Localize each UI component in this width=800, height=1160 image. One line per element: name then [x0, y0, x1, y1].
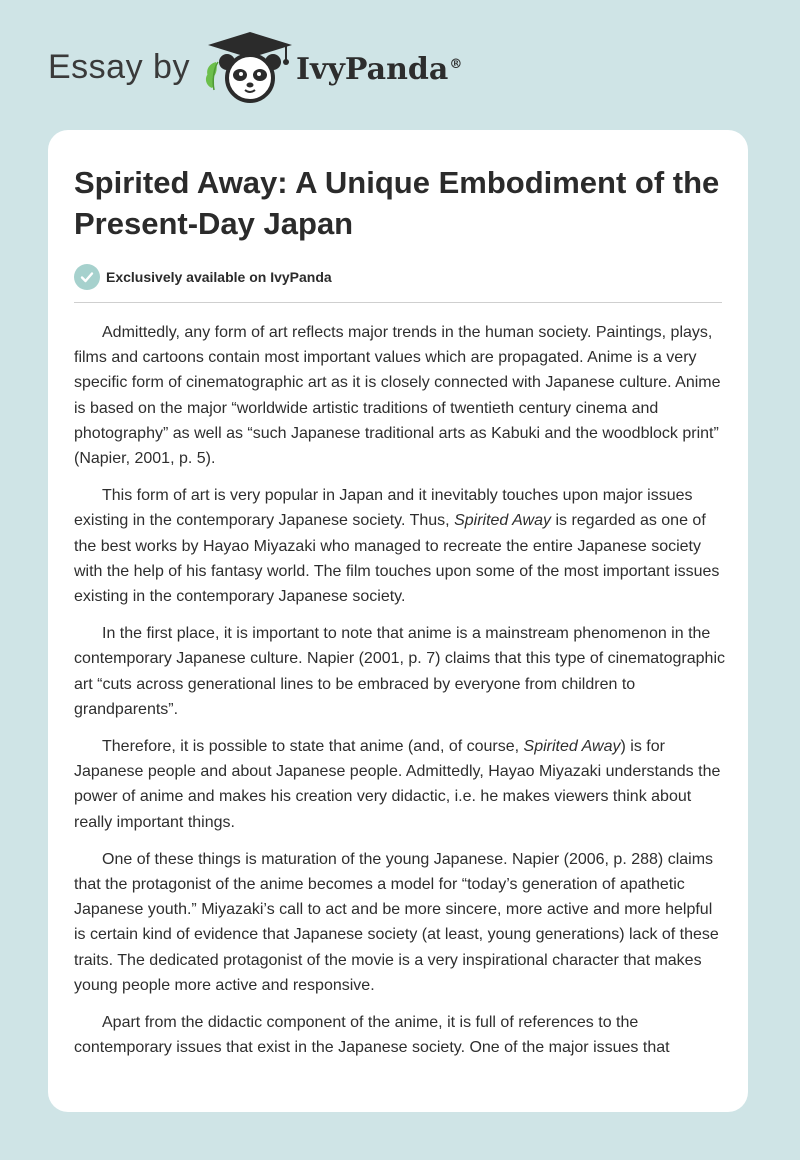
paragraph-text: This form of art is very popular in Japan and it inevitably touches upon major issues existing in the contemporary Japanese society. Thus,: [74, 487, 693, 530]
essay-body: [74, 320, 726, 1072]
brand-name[interactable]: [296, 52, 462, 87]
brand-name-text: IvyPanda: [296, 52, 449, 87]
checkmark-icon: [74, 264, 100, 290]
paragraph-text: ) is for Japanese people and about Japanese people. Admittedly, Hayao Miyazaki understands the power of anime and makes his creation very didactic, i.e. he makes viewers think about really important things.: [74, 738, 721, 831]
exclusive-badge-text: Exclusively available on IvyPanda: [106, 269, 332, 285]
site-header: [0, 0, 800, 130]
paragraph: Admittedly, any form of art reflects major trends in the human society. Paintings, plays, films and cartoons contain most important values which are propagated. Anime is a very specific form of cinematographic art as it is closely connected with Japanese culture. Anime is based on the major “worldwide artistic traditions of twentieth century cinema and photography” as well as “such Japanese traditional arts as Kabuki and the woodblock print” (Napier, 2001, p. 5).: [74, 324, 721, 468]
paragraph-text: is regarded as one of the best works by Hayao Miyazaki who managed to recreate the entire Japanese society with the help of his fantasy world. The film touches upon some of the most important issues existing in the contemporary Japanese society.: [74, 512, 720, 606]
paragraph: One of these things is maturation of the young Japanese. Napier (2006, p. 288) claims that the protagonist of the anime becomes a model for “today’s generation of apathetic Japanese youth.” Miyazaki’s call to act and be more sincere, more active and more helpful is certain kind of evidence that Japanese society (at least, young generations) lack of these traits. The dedicated protagonist of the movie is a very inspirational character that makes young people more active and responsive.: [74, 850, 719, 994]
essay-by-label: Essay by: [48, 48, 190, 86]
registered-mark: ®: [449, 57, 463, 72]
paragraph: [74, 483, 726, 609]
paragraph: In the first place, it is important to note that anime is a mainstream phenomenon in the contemporary Japanese culture. Napier (2001, p. 7) claims that this type of cinematographic art “cuts across generational lines to be embraced by everyone from children to grandparents”.: [74, 625, 725, 718]
essay-card: [48, 130, 748, 1112]
panda-graduation-cap-logo[interactable]: [200, 28, 300, 108]
paragraph-text: Therefore, it is possible to state that anime (and, of course,: [102, 738, 524, 756]
paragraph: [74, 734, 726, 835]
exclusive-badge: [74, 264, 332, 290]
film-title: Spirited Away: [454, 512, 551, 530]
leaf-icon: [206, 62, 218, 90]
paragraph: Apart from the didactic component of the anime, it is full of references to the contemporary issues that exist in the Japanese society. One of the major issues that: [74, 1014, 670, 1057]
film-title: Spirited Away: [523, 738, 621, 756]
divider: [74, 302, 722, 303]
essay-title: Spirited Away: A Unique Embodiment of the Present-Day Japan: [74, 165, 720, 241]
